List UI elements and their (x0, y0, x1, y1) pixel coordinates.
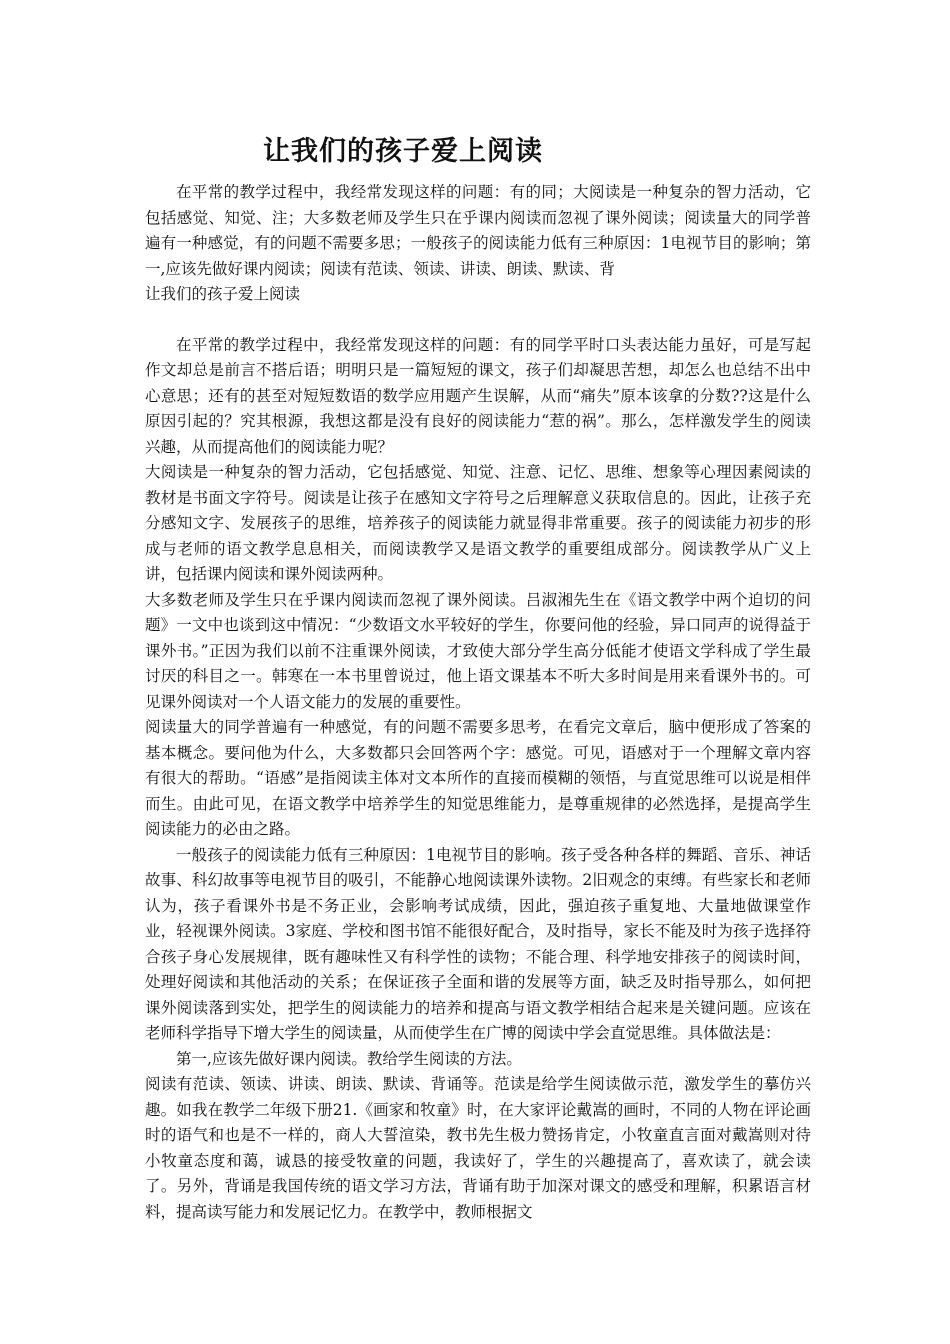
body-paragraph-1: 在平常的教学过程中，我经常发现这样的问题：有的同学平时口头表达能力虽好，可是写起作文却总是前言不搭后语；明明只是一篇短短的课文，孩子们却凝思苦想，却怎么也总结不出中心意思；还有的甚至对短短数语的数学应用题产生误解，从而“痛失”原本该拿的分数??这是什么原因引起的？究其根源，我想这都是没有良好的阅读能力“惹的祸”。那么，怎样激发学生的阅读兴趣，从而提高他们的阅读能力呢？ (145, 335, 811, 456)
body-paragraph-3: 大多数老师及学生只在乎课内阅读而忽视了课外阅读。吕淑湘先生在《语文教学中两个迫切的问题》一文中也谈到这中情况：“少数语文水平较好的学生，你要问他的经验，异口同声的说得益于课外书。”正因为我们以前不注重课外阅读，才致使大部分学生高分低能才使语文学科成了学生最讨厌的科目之一。韩寒在一本书里曾说过，他上语文课基本不听大多时间是用来看课外书的。可见课外阅读对一个人语文能力的发展的重要性。 (145, 590, 811, 711)
body-paragraph-2: 大阅读是一种复杂的智力活动，它包括感觉、知觉、注意、记忆、思维、想象等心理因素阅读的教材是书面文字符号。阅读是让孩子在感知文字符号之后理解意义获取信息的。因此，让孩子充分感知文字、发展孩子的思维，培养孩子的阅读能力就显得非常重要。孩子的阅读能力初步的形成与老师的语文教学息息相关，而阅读教学又是语文教学的重要组成部分。阅读教学从广义上讲，包括课内阅读和课外阅读两种。 (145, 463, 811, 583)
body-paragraph-4: 阅读量大的同学普遍有一种感觉，有的问题不需要多思考，在看完文章后，脑中便形成了答案的基本概念。要问他为什么，大多数都只会回答两个字：感觉。可见，语感对于一个理解文章内容有很大的帮助。“语感”是指阅读主体对文本所作的直接而模糊的领悟，与直觉思维可以说是相伴而生。由此可见，在语文教学中培养学生的知觉思维能力，是尊重规律的必然选择，是提高学生阅读能力的必由之路。 (145, 718, 811, 838)
body-paragraph-5: 一般孩子的阅读能力低有三种原因：1电视节目的影响。孩子受各种各样的舞蹈、音乐、神话故事、科幻故事等电视节目的吸引，不能静心地阅读课外读物。2旧观念的束缚。有些家长和老师认为，孩子看课外书是不务正业，会影响考试成绩，因此，强迫孩子重复地、大量地做课堂作业，轻视课外阅读。3家庭、学校和图书馆不能很好配合，及时指导，家长不能及时为孩子选择符合孩子身心发展规律，既有趣味性又有科学性的读物；不能合理、科学地安排孩子的阅读时间，处理好阅读和其他活动的关系；在保证孩子全面和谐的发展等方面，缺乏及时指导那么，如何把课外阅读落到实处，把学生的阅读能力的培养和提高与语文教学相结合起来是关键问题。应该在老师科学指导下增大学生的阅读量，从而使学生在广博的阅读中学会直觉思维。具体做法是： (145, 845, 811, 1042)
document-page (145, 130, 811, 1225)
blank-line (145, 308, 811, 333)
document-title: 让我们的孩子爱上阅读 (263, 136, 543, 167)
repeat-title: 让我们的孩子爱上阅读 (145, 285, 301, 303)
body-paragraph-6: 第一,应该先做好课内阅读。教给学生阅读的方法。 (176, 1049, 522, 1068)
summary-paragraph: 在平常的教学过程中，我经常发现这样的问题：有的同；大阅读是一种复杂的智力活动，它包括感觉、知觉、注；大多数老师及学生只在乎课内阅读而忽视了课外阅读；阅读量大的同学普遍有一种感觉，有的问题不需要多思；一般孩子的阅读能力低有三种原因：1电视节目的影响；第一,应该先做好课内阅读；阅读有范读、领读、讲读、朗读、默读、背 (145, 183, 811, 278)
body-paragraph-7: 阅读有范读、领读、讲读、朗读、默读、背诵等。范读是给学生阅读做示范，激发学生的摹仿兴趣。如我在教学二年级下册21.《画家和牧童》时，在大家评论戴嵩的画时，不同的人物在评论画时的语气和也是不一样的，商人大誓渲染，教书先生极力赞扬肯定，小牧童直言面对戴嵩则对待小牧童态度和蔼，诚恳的接受牧童的问题，我读好了，学生的兴趣提高了，喜欢读了，就会读了。另外，背诵是我国传统的语文学习方法，背诵有助于加深对课文的感受和理解，积累语言材料，提高读写能力和发展记忆力。在教学中，教师根据文 (145, 1075, 811, 1221)
